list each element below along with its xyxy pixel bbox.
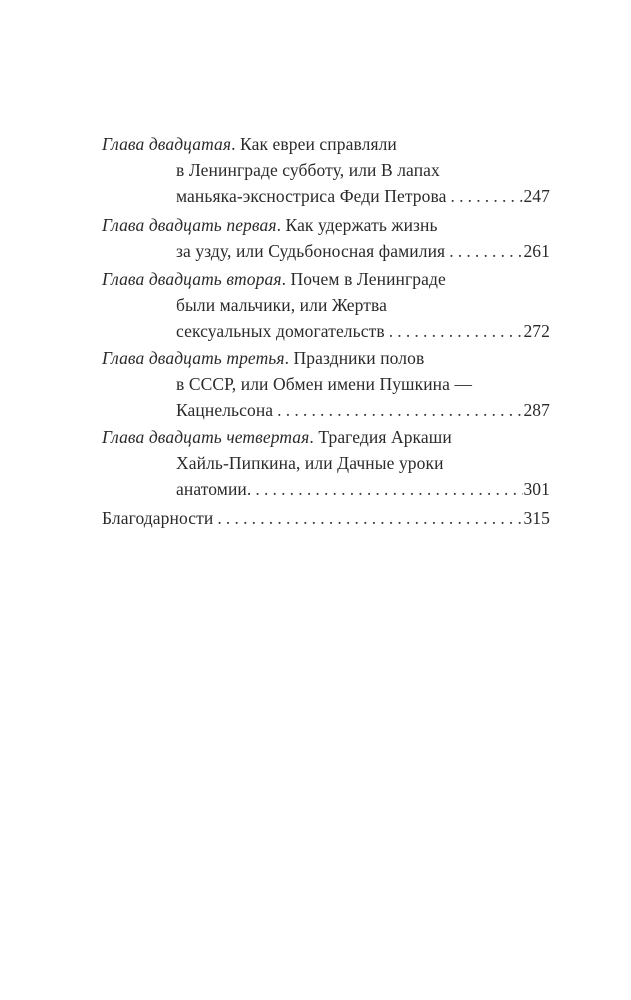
toc-entry-22-line-3 xyxy=(176,318,550,344)
chapter-subtitle-line: в Ленинграде субботу, или В лапах xyxy=(176,160,440,180)
page-number: 247 xyxy=(523,186,550,206)
acknowledgements-label: Благодарности xyxy=(102,508,214,528)
chapter-title: Глава двадцать первая xyxy=(102,215,277,235)
page-number: 315 xyxy=(523,508,550,528)
chapter-lead: . Как евреи справляли xyxy=(231,134,397,154)
dot-leader xyxy=(385,318,524,344)
toc-entry-22-line-2 xyxy=(176,292,387,318)
toc-entry-24-line-2 xyxy=(176,450,444,476)
chapter-subtitle-line: Хайль-Пипкина, или Дачные уроки xyxy=(176,453,444,473)
chapter-subtitle-line: были мальчики, или Жертва xyxy=(176,295,388,315)
dot-leader xyxy=(447,183,524,209)
chapter-title: Глава двадцать третья xyxy=(102,348,285,368)
chapter-title: Глава двадцатая xyxy=(102,134,232,154)
chapter-subtitle-last: маньяка-эксностриса Феди Петрова xyxy=(176,186,447,206)
chapter-subtitle-last: Кацнельсона xyxy=(176,400,274,420)
chapter-title: Глава двадцать вторая xyxy=(102,269,282,289)
page-number: 287 xyxy=(523,400,550,420)
chapter-subtitle-last: анатомии. xyxy=(176,479,252,499)
chapter-lead: . Праздники полов xyxy=(284,348,425,368)
toc-entry-21-line-2 xyxy=(176,238,550,264)
chapter-title: Глава двадцать четвертая xyxy=(102,427,310,447)
chapter-lead: . Трагедия Аркаши xyxy=(309,427,452,447)
toc-entry-23-line-1 xyxy=(102,345,424,371)
page-number: 261 xyxy=(523,241,550,261)
toc-entry-24-line-3 xyxy=(176,476,550,502)
dot-leader xyxy=(273,397,523,423)
chapter-lead: . Как удержать жизнь xyxy=(276,215,438,235)
chapter-lead: . Почем в Ленинграде xyxy=(281,269,446,289)
chapter-subtitle-last: сексуальных домогательств xyxy=(176,321,385,341)
toc-entry-23-line-3 xyxy=(176,397,550,423)
page-number: 272 xyxy=(523,321,550,341)
chapter-subtitle-last: за узду, или Судьбоносная фамилия xyxy=(176,241,446,261)
toc-entry-20-line-2 xyxy=(176,157,440,183)
toc-entry-23-line-2 xyxy=(176,371,472,397)
page-number: 301 xyxy=(523,479,550,499)
toc-entry-20-line-1 xyxy=(102,131,397,157)
toc-entry-20-line-3 xyxy=(176,183,550,209)
toc-entry-24-line-1 xyxy=(102,424,452,450)
toc-acknowledgements xyxy=(102,505,550,531)
dot-leader xyxy=(213,505,523,531)
toc-entry-22-line-1 xyxy=(102,266,446,292)
chapter-subtitle-line: в СССР, или Обмен имени Пушкина — xyxy=(176,374,473,394)
dot-leader xyxy=(445,238,523,264)
toc-entry-21-line-1 xyxy=(102,212,438,238)
dot-leader xyxy=(251,476,523,502)
